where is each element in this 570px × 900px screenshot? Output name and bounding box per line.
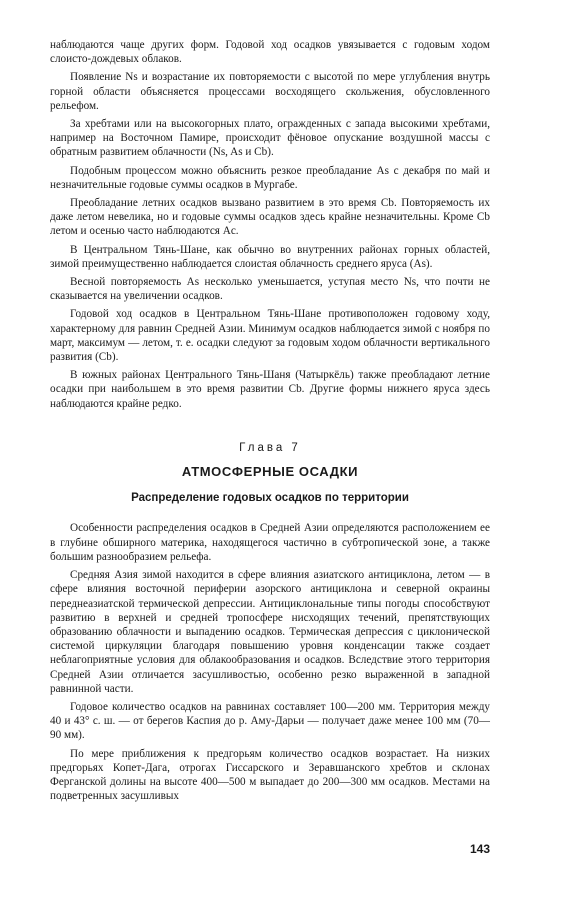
paragraph: В южных районах Центрального Тянь-Шаня (Чатыркёль) также преобладают летние осадки при наибольшем в это время развитии Cb. Другие формы нижнего яруса здесь наблюдаются крайне редко. <box>50 369 490 410</box>
paragraph: По мере приближения к предгорьям количество осадков возрастает. На низких предгорьях Копет-Дага, отрогах Гиссарского и Зеравшанского хребтов и склонах Ферганской долины на высоте 400—500 м выпадает до 200—300 мм осадков. Местами на подветренных засушливых <box>50 747 490 803</box>
paragraph-continued: наблюдаются чаще других форм. Годовой ход осадков увязывается с годовым ходом слоисто-дождевых облаков. <box>50 39 490 66</box>
text-column <box>50 38 490 807</box>
paragraph: Годовое количество осадков на равнинах составляет 100—200 мм. Территория между 40 и 43° с. ш. — от берегов Каспия до р. Аму-Дарьи — получает даже менее 100 мм (70—90 мм). <box>50 700 490 742</box>
paragraph: Подобным процессом можно объяснить резкое преобладание As с декабря по май и незначительные годовые суммы осадков в Мургабе. <box>50 164 490 191</box>
page-number: 143 <box>469 842 490 856</box>
paragraph: Годовой ход осадков в Центральном Тянь-Шане противоположен годовому ходу, характерному для равнин Средней Азии. Минимум осадков наблюдается зимой с ноября по март, максимум — летом, т. е. осадки следуют за годовым ходом облачности вертикального развития (Cb). <box>50 308 490 364</box>
paragraph: Особенности распределения осадков в Средней Азии определяются расположением ее в глубине обширного материка, находящегося частично в субтропической зоне, а также большим разнообразием рельефа. <box>50 522 490 563</box>
chapter-label: Глава 7 <box>239 441 301 454</box>
section-title: Распределение годовых осадков по территории <box>131 492 409 505</box>
paragraph: Появление Ns и возрастание их повторяемости с высотой по мере углубления внутрь горной области объясняется процессами восходящего скольжения, обусловленного рельефом. <box>50 71 490 112</box>
paragraph: Преобладание летних осадков вызвано развитием в это время Cb. Повторяемость их даже летом невелика, но и годовые суммы осадков здесь крайне незначительны. Кроме Cb летом и осенью часто наблюдаются Ac. <box>50 197 490 238</box>
paragraph: Весной повторяемость As несколько уменьшается, уступая место Ns, что почти не сказывается на увеличении осадков. <box>50 276 490 303</box>
paragraph: В Центральном Тянь-Шане, как обычно во внутренних районах горных областей, зимой преимущественно наблюдается слоистая облачность среднего яруса (As). <box>50 243 490 270</box>
paragraph: За хребтами или на высокогорных плато, огражденных с запада высокими хребтами, например на Восточном Памире, происходит фёновое опускание воздушной массы с обратным развитием облачности (Ns, As и Cb). <box>50 118 490 159</box>
chapter-title: АТМОСФЕРНЫЕ ОСАДКИ <box>181 464 359 480</box>
paragraph: Средняя Азия зимой находится в сфере влияния азиатского антициклона, летом — в сфере влияния восточной периферии азорского антициклона и северной окраины переднеазиатской термической депрессии. Антициклональные типы погоды способствуют развитию в верхней и средней тропосфере нисходящих течений, препятствующих образованию облачности и выпадению осадков. Термическая депрессия с циклонической системой циркуляции благодаря повышению уровня конденсации также создает неблагоприятные условия для облакообразования и осадков. Вследствие этого территория Средней Азии отличается засушливостью, особенно резко выраженной в западной равнинной части. <box>50 569 490 695</box>
